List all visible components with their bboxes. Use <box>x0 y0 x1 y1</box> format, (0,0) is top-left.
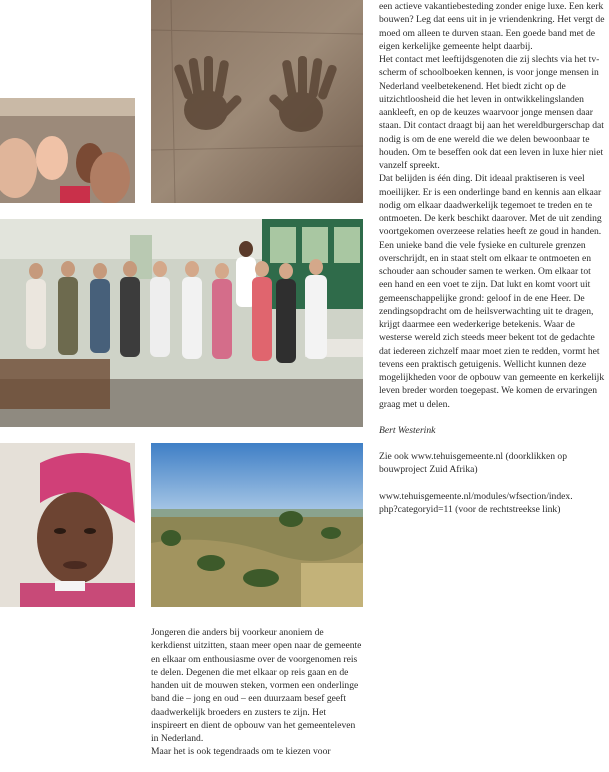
photo-clay-handprints <box>151 0 363 203</box>
photo-woman-portrait <box>0 443 135 607</box>
direct-link-line-2[interactable]: php?categoryid=11 (voor de rechtstreekse link) <box>379 503 561 515</box>
right-paragraph-2: Het contact met leeftijdsgenoten die zij slechts via het tv-scherm of schoolboeken kennen, is voor jonge mensen in Nederland veelbetekenend. Het biedt zicht op de uitzichtloosheid die het leven in ontwikkelingslanden aankleeft, en op de keuzes waarvoor jonge mensen daar staan. Dit contact draagt bij aan het wereldburgerschap dat nodig is om de ene wereld die we delen bewoonbaar te houden. Om te beseffen ook dat een leven in luxe hier niet vanzelf spreekt. <box>379 54 604 171</box>
author-name: Bert Westerink <box>379 424 436 436</box>
bottom-paragraph-1: Jongeren die anders bij voorkeur anoniem de kerkdienst uitzitten, staan meer open naar de gemeente en elkaar om enthousiasme over de voorgenomen reis te delen. Degenen die met elkaar op reis gaan en de handen uit de mouwen steken, vormen een onderlinge band die – jong en oud – een duurzaam besef geeft daadwerkelijk broeders en zusters te zijn. Het inspireert en dient de opbouw van het gemeenteleven in Nederland. <box>151 627 362 744</box>
bottom-paragraph-2: Maar het is ook tegendraads om te kiezen voor <box>151 746 331 758</box>
right-paragraph-1: een actieve vakantiebesteding zonder enige luxe. Een kerk bouwen? Leg dat eens uit in je vriendenkring. Het vergt de moed om alleen te durven staan. Een goede band met de eigen kerkelijke gemeente helpt daarbij. <box>379 1 605 52</box>
right-text-column <box>379 0 605 516</box>
see-also-note: Zie ook www.tehuisgemeente.nl (doorklikken op bouwproject Zuid Afrika) <box>379 451 568 476</box>
right-paragraph-3: Dat belijden is één ding. Dit ideaal praktiseren is veel moeilijker. Er is een onderlinge band en kennis aan elkaar nodig om elkaar daadwerkelijk tegemoet te treden en te ontmoeten. De kerk beschikt daarover. Met de uit zending voortgekomen overzeese relaties heeft ze goud in handen. Een unieke band die vele fysieke en culturele grenzen overschrijdt, en in staat stelt om elkaar te ontmoeten en schouder aan schouder samen te werken. Om elkaar tot een hand en een voet te zijn. Dat lukt en komt voort uit gemeenschappelijke grond: geloof in de ene Heer. De zendingsopdracht om de heilsverwachting uit te dragen, krijgt daarmee een wederkerige betekenis. Waar de westerse wereld zich steeds meer bekent tot de gedachte dat iedereen zichzelf maar moet zien te redden, vormt het tevens een praktisch getuigenis. Wellicht kunnen deze mogelijkheden voor de opbouw van gemeente en kerkelijk leven breder worden toegepast. We komen de ervaringen graag met u delen. <box>379 173 605 410</box>
photo-landscape <box>151 443 363 607</box>
direct-link-line-1[interactable]: www.tehuisgemeente.nl/modules/wfsection/index. <box>379 490 573 502</box>
photo-choir-group <box>0 219 363 427</box>
photo-children-hands <box>0 98 135 203</box>
direct-link[interactable] <box>379 490 605 517</box>
bottom-text-column <box>151 626 363 759</box>
